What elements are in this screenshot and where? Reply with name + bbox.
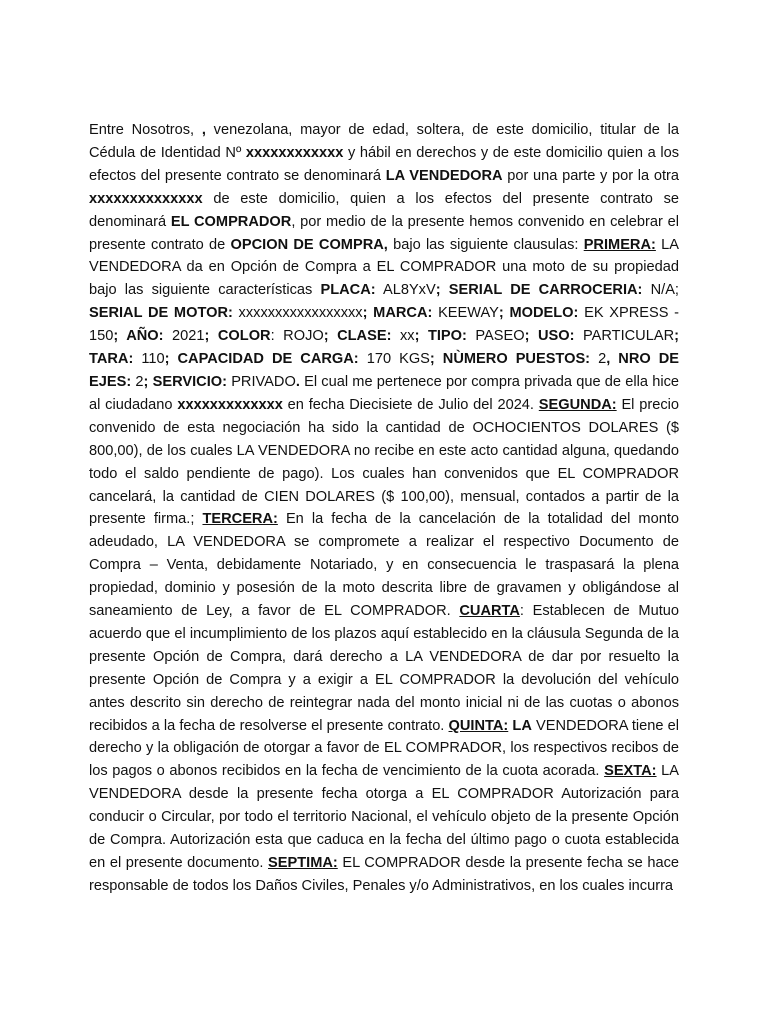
bold-text-run: ; COLOR (204, 328, 271, 345)
text-run: venezolana, mayor de edad, soltera, de este domicilio, titular de la Cédula de Identidad Nº (89, 122, 679, 161)
text-run: y hábil en derechos y de este domicilio quien a los efectos del presente contrato se denominará (89, 144, 679, 184)
bold-text-run: ; TARA: (89, 328, 679, 368)
clause-heading: SEPTIMA: (268, 855, 338, 871)
bold-text-run: LA (508, 717, 532, 734)
text-run: Entre Nosotros, (89, 122, 202, 138)
clause-heading: SEGUNDA: (538, 396, 617, 413)
text-run: El cual me pertenece por compra privada que de ella hice al ciudadano (89, 373, 679, 413)
bold-text-run: ; MODELO: (498, 305, 579, 322)
bold-text-run: SERIAL DE MOTOR: (89, 305, 233, 322)
bold-text-run: OPCION DE COMPRA, (230, 236, 388, 253)
clause-heading: QUINTA: (448, 717, 509, 734)
bold-text-run: ; SERVICIO: (143, 373, 227, 390)
bold-text-run: ; SERIAL DE CARROCERIA: (435, 282, 643, 299)
bold-text-run: , (201, 122, 206, 138)
text-run: de este domicilio, quien a los efectos del presente contrato se denominará (89, 190, 679, 230)
text-run: En la fecha de la cancelación de la totalidad del monto adeudado, LA VENDEDORA se compromete a realizar el respectivo Documento de Compra – Venta, debidamente Notariado, y en consecuencia le traspasará la plena propiedad, dominio y posesión de la moto descrita libre de gravamen y obligándose al saneamiento de Ley, a favor de EL COMPRADOR. (89, 511, 679, 620)
contract-body-text (89, 119, 679, 898)
bold-text-run: ; AÑO: (113, 328, 164, 345)
bold-text-run: , NRO DE EJES: (89, 351, 680, 390)
text-run: : ROJO (270, 328, 324, 345)
text-run: LA VENDEDORA desde la presente fecha otorga a EL COMPRADOR Autorización para conducir o Circular, por todo el territorio Nacional, el vehículo objeto de la presente Opción de Compra. Autorización esta que caduca en la fecha del último pago o cuota establecida en el presente documento. (89, 763, 680, 871)
bold-text-run: LA VENDEDORA (385, 167, 503, 184)
bold-text-run: ; MARCA: (362, 305, 433, 322)
bold-text-run: xxxxxxxxxxxx (245, 144, 344, 161)
bold-text-run: ; CAPACIDAD DE CARGA: (164, 351, 359, 368)
text-run: KEEWAY (432, 305, 499, 322)
text-run: VENDEDORA tiene el derecho y la obligación de otorgar a favor de EL COMPRADOR, los respectivos recibos de los pagos o abonos recibidos en la fecha de vencimiento de la cuota acorada. (89, 717, 680, 780)
text-run: 2021 (163, 328, 205, 345)
bold-text-run: ; TIPO: (414, 328, 467, 345)
bold-text-run: ; USO: (524, 328, 575, 345)
text-run: , por medio de la presente hemos convenido en celebrar el presente contrato de (89, 213, 679, 253)
text-run: xx (391, 328, 415, 345)
clause-heading: SEXTA: (604, 763, 657, 780)
text-run: por una parte y por la otra (502, 167, 680, 184)
clause-heading: TERCERA: (202, 511, 278, 528)
text-run: xxxxxxxxxxxxxxxxx (232, 305, 363, 322)
text-run: 110 (133, 351, 165, 368)
text-run: LA VENDEDORA da en Opción de Compra a EL COMPRADOR una moto de su propiedad bajo las siguiente características (89, 236, 679, 299)
text-run: N/A; (642, 282, 679, 299)
bold-text-run: EL COMPRADOR (170, 213, 292, 230)
text-run: EL COMPRADOR desde la presente fecha se hace responsable de todos los Daños Civiles, Penales y/o Administrativos, en los cuales incurra (89, 855, 679, 894)
clause-heading: CUARTA (459, 603, 520, 620)
text-run: AL8YxV (375, 282, 436, 299)
text-run: 170 KGS (358, 351, 430, 368)
text-run: : Establecen de Mutuo acuerdo que el incumplimiento de los plazos aquí establecido en la cláusula Segunda de la presente Opción de Compra, dará derecho a LA VENDEDORA de dar por resuelto la presente Opción de Compra y a exigir a EL COMPRADOR la devolución del vehículo antes descrito sin derecho de reintegrar nada del monto inicial ni de las cuotas o abonos recibidos a la fecha de resolverse el presente contrato. (89, 603, 679, 734)
bold-text-run: xxxxxxxxxxxxx (177, 396, 283, 413)
bold-text-run: xxxxxxxxxxxxxx (89, 190, 203, 207)
bold-text-run: PLACA: (320, 282, 376, 299)
text-run: PRIVADO (226, 373, 296, 390)
text-run: 2 (590, 351, 607, 368)
text-run: bajo las siguiente clausulas: (387, 236, 584, 253)
bold-text-run: ; CLASE: (323, 328, 392, 345)
text-run: en fecha Diecisiete de Julio del 2024. (282, 396, 539, 413)
bold-text-run: . (295, 373, 300, 390)
bold-text-run: ; NÙMERO PUESTOS: (429, 351, 591, 368)
text-run: PASEO (466, 328, 525, 345)
text-run: 2 (131, 373, 144, 390)
text-run: El precio convenido de esta negociación ha sido la cantidad de OCHOCIENTOS DOLARES ($ 800,00), de los cuales LA VENDEDORA no recibe en este acto cantidad alguna, quedando todo el saldo pendiente de pago). Los cuales han convenidos que EL COMPRADOR cancelará, la cantidad de CIEN DOLARES ($ 100,00), mensual, contados a partir de la presente firma.; (89, 396, 679, 528)
clause-heading: PRIMERA: (583, 236, 656, 253)
text-run: PARTICULAR (574, 328, 675, 345)
text-run: EK XPRESS - 150 (89, 305, 680, 345)
